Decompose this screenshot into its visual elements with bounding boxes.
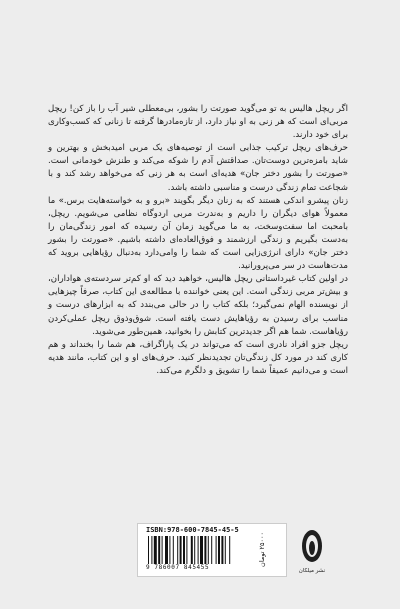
publisher-logo-icon: [298, 526, 326, 574]
price-text: ۲۵۰۰۰ تومان: [258, 532, 266, 567]
isbn-text: ISBN:978-600-7845-45-5: [146, 526, 239, 534]
blurb-paragraph-1: اگر ریچل هالیس به تو می‌گوید صورتت را بشور، بی‌معطلی شیر آب را باز کن! ریچل مربی‌ای است که هر زنی به او نیاز دارد، از تازه‌مادرها گرفته تا زنانی که کسب‌وکاری برای خود دارند.: [48, 104, 348, 141]
blurb-text: [48, 103, 348, 378]
blurb-paragraph-2: حرف‌های ریچل ترکیب جذابی است از توصیه‌های یک مربی امیدبخش و بهترین و شاید بامزه‌ترین دوست‌تان. صداقتش آدم را شوکه می‌کند و طنزش خودمانی است. «صورتت را بشور دختر جان» هدیه‌ای است به هر زنی که می‌خواهد رشد کند و با شجاعت تمام زندگی درست و مناسبی داشته باشد.: [48, 143, 348, 193]
barcode-digits: 9 786007 845455: [146, 564, 210, 571]
blurb-paragraph-5: ریچل جزو افراد نادری است که می‌تواند در یک پاراگراف، هم شما را بخنداند و هم کاری کند در مورد کل زندگی‌تان تجدیدنظر کنید. حرف‌های او و این کتاب، مانند هدیه است و می‌دانیم عمیقاً شما را تشویق و دلگرم می‌کند.: [48, 339, 348, 376]
blurb-paragraph-4: در اولین کتاب غیرداستانی ریچل هالیس، خواهید دید که او کم‌تر سردسته‌ی هواداران، و بیش‌تر مربی زندگی است. این یعنی خواننده با مطالعه‌ی این کتاب، صرفاً چیزهایی از نویسنده الهام نمی‌گیرد؛ بلکه کتاب را در حالی می‌بندد که به ابزارهای درست و مناسب برای رسیدن به رؤیاهایش دست یافته است. شوق‌وذوق ریچل عملی‌کردن رؤیاهاست. شما هم اگر جدیدترین کتابش را بخوانید، همین‌طور می‌شوید.: [48, 274, 348, 337]
publisher-name: نشر میلکان: [298, 568, 326, 574]
blurb-paragraph-3: زنان پیشرو اندکی هستند که به زنان دیگر بگویند «برو و به خواسته‌هایت برس.» ما معمولاً هوای دیگران را داریم و به‌ندرت مربی اردوگاه نظامی می‌شویم. ریچل، بامحبت اما سفت‌وسخت، به ما می‌گوید زمان آن رسیده که امور زندگی‌مان را به‌دست بگیریم و زندگی ارزشمند و فوق‌العاده‌ای داشته باشیم. «صورتت را بشور دختر جان» دارای انرژی‌زایی است که شما را وامی‌دارد به‌دنبال رؤیاهایی بروید که مدت‌هاست در سر می‌پرورانید.: [48, 195, 348, 272]
barcode-bars: [148, 536, 252, 564]
barcode-label: [137, 523, 287, 577]
